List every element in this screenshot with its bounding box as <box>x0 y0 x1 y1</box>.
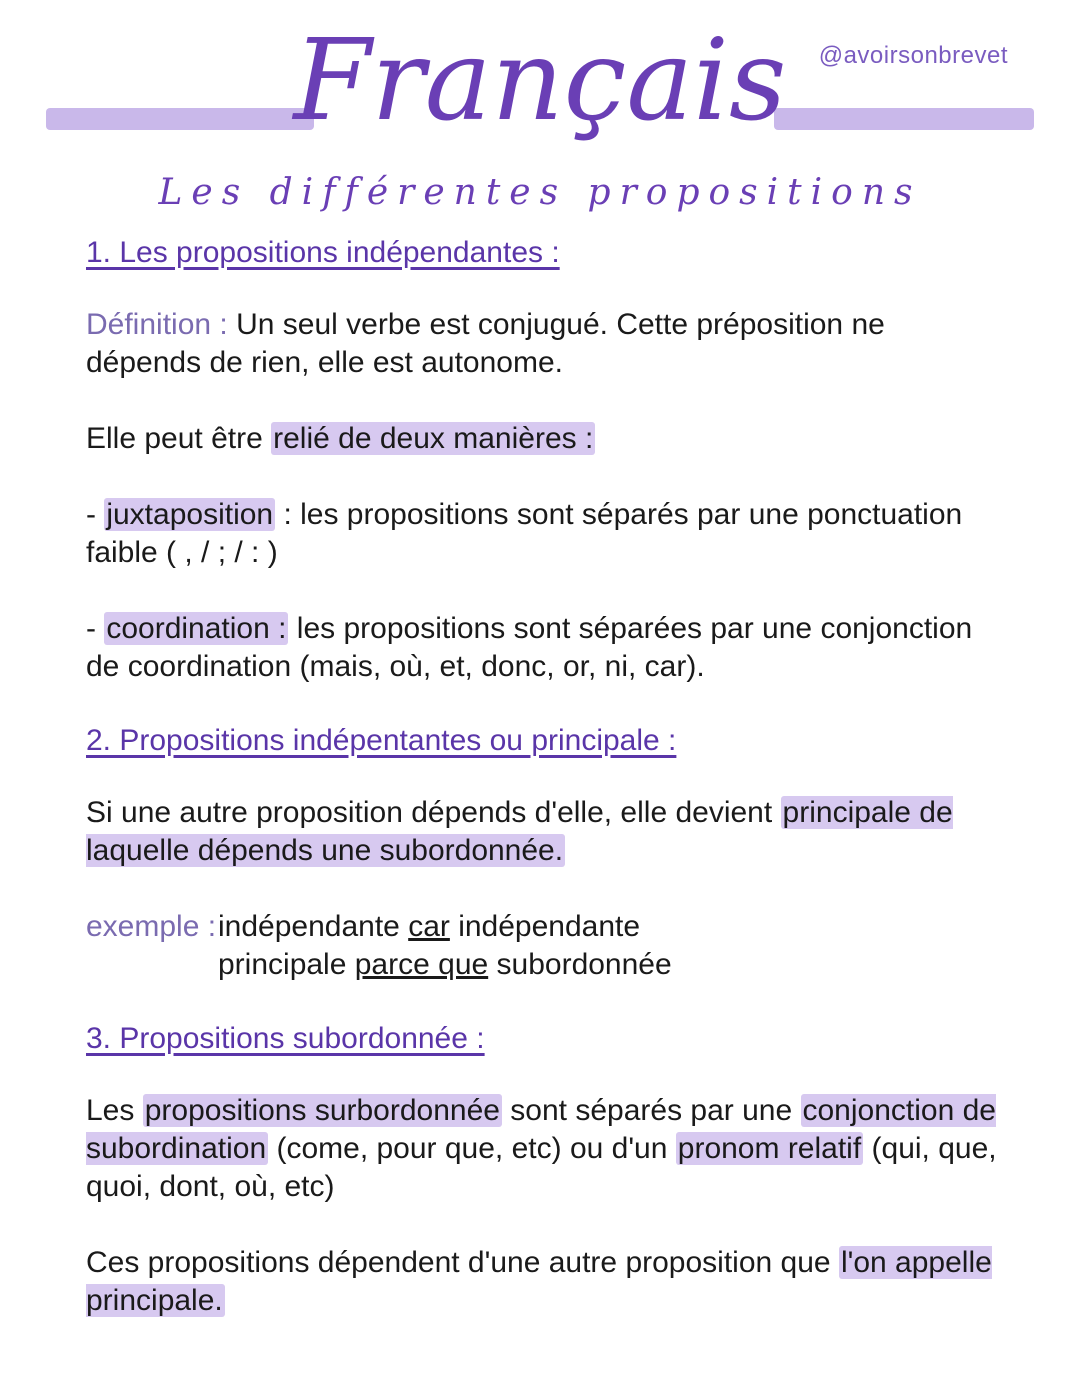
juxtaposition-paragraph <box>86 496 1006 572</box>
subordinate-text-c: (come, pour que, etc) ou d'un <box>268 1132 676 1165</box>
subordinate-highlight-1: propositions surbordonnée <box>144 1094 500 1127</box>
linking-paragraph <box>86 420 1006 458</box>
coordination-highlight: coordination : <box>106 612 287 645</box>
coordination-paragraph <box>86 610 1006 686</box>
example-2-start: principale <box>218 948 355 981</box>
example-2-conjunction: parce que <box>354 948 489 981</box>
principal-text: Si une autre proposition dépends d'elle, elle devient <box>86 796 781 829</box>
example-row-1 <box>86 908 1006 946</box>
example-indent <box>86 946 218 984</box>
subordinate-paragraph <box>86 1092 1006 1206</box>
dependency-paragraph <box>86 1244 1006 1320</box>
example-line-1 <box>218 908 640 946</box>
linking-highlight: relié de deux manières : <box>273 422 594 455</box>
dependency-text: Ces propositions dépendent d'une autre proposition que <box>86 1246 839 1279</box>
subordinate-text-a: Les <box>86 1094 143 1127</box>
principal-paragraph <box>86 794 1006 870</box>
coordination-dash: - <box>86 612 105 645</box>
definition-text: Un seul verbe est conjugué. Cette préposition ne dépends de rien, elle est autonome. <box>86 308 885 379</box>
example-1-end: indépendante <box>449 910 641 943</box>
author-handle: @avoirsonbrevet <box>818 42 1008 69</box>
section-3-heading: 3. Propositions subordonnée : <box>86 1022 485 1055</box>
linking-text: Elle peut être <box>86 422 272 455</box>
principal-highlight: principale de laquelle dépends une subordonnée. <box>86 796 953 867</box>
subordinate-highlight-3: pronom relatif <box>677 1132 862 1165</box>
page-title: Français <box>293 16 787 146</box>
example-row-2 <box>86 946 1006 984</box>
juxtaposition-highlight: juxtaposition <box>106 498 274 531</box>
subordinate-highlight-2: conjonction de subordination <box>86 1094 996 1165</box>
example-line-2 <box>218 946 672 984</box>
juxtaposition-text: : les propositions sont séparés par une ponctuation faible ( , / ; / : ) <box>86 498 963 569</box>
juxtaposition-dash: - <box>86 498 105 531</box>
definition-label: Définition : <box>86 308 228 341</box>
example-label: exemple : <box>86 910 217 943</box>
section-2-heading: 2. Propositions indépentantes ou principale : <box>86 724 677 757</box>
example-1-conjunction: car <box>408 910 450 943</box>
example-block <box>86 908 1006 984</box>
page-subtitle: Les différentes propositions <box>158 172 922 213</box>
example-1-start: indépendante <box>218 910 409 943</box>
subordinate-text-b: sont séparés par une <box>501 1094 801 1127</box>
section-1-heading: 1. Les propositions indépendantes : <box>86 236 560 269</box>
content <box>86 236 1006 1358</box>
dependency-highlight: l'on appelle principale. <box>86 1246 992 1317</box>
coordination-text: les propositions sont séparées par une conjonction de coordination (mais, où, et, donc, or, ni, car). <box>86 612 973 683</box>
subordinate-text-d: (qui, que, quoi, dont, où, etc) <box>86 1132 997 1203</box>
example-2-end: subordonnée <box>488 948 672 981</box>
definition-paragraph <box>86 306 1006 382</box>
